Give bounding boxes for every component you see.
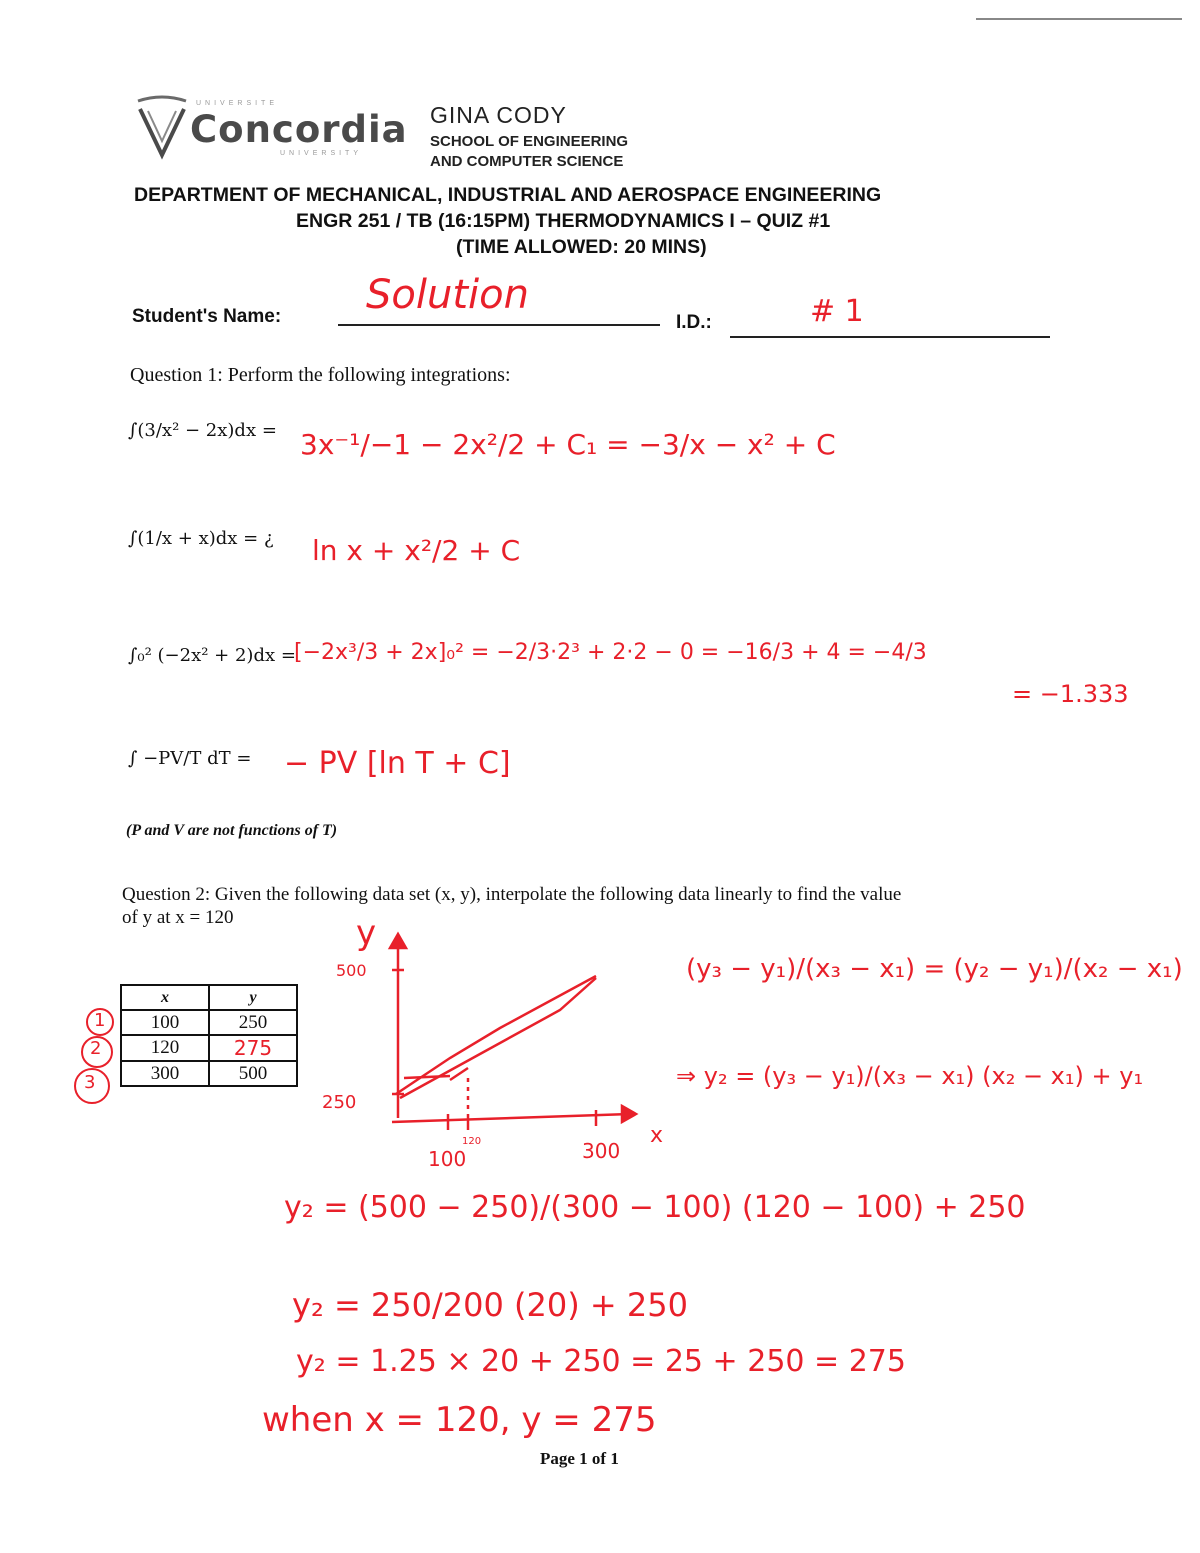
row-mark-1: 1 xyxy=(94,1010,106,1031)
school-subtitle-1: SCHOOL OF ENGINEERING xyxy=(430,133,629,150)
student-name-value: Solution xyxy=(366,272,529,318)
integral-1: ∫(3/x² − 2x)dx = xyxy=(128,420,277,441)
integral-3-decimal: = −1.333 xyxy=(1012,680,1129,708)
sketch-x-tick-120: 120 xyxy=(462,1136,482,1147)
formula-equal-slopes: (y₃ − y₁)/(x₃ − x₁) = (y₂ − y₁)/(x₂ − x₁) xyxy=(686,954,1183,984)
table-cell: 100 xyxy=(121,1010,209,1035)
question-2-prompt: Question 2: Given the following data set (x, y), interpolate the following data linearly to find the value xyxy=(122,884,902,905)
integral-1-answer: 3x⁻¹/−1 − 2x²/2 + C₁ = −3/x − x² + C xyxy=(300,428,836,461)
data-table xyxy=(120,984,298,1087)
logo-wordmark: Concordia xyxy=(190,108,408,151)
integral-4: ∫ −PV/T dT = xyxy=(128,748,252,769)
question-2-prompt-cont: of y at x = 120 xyxy=(122,907,234,928)
table-cell-handwritten: 275 xyxy=(209,1035,297,1061)
student-id-label: I.D.: xyxy=(676,312,712,333)
table-cell: 500 xyxy=(209,1061,297,1086)
table-cell: 120 xyxy=(121,1035,209,1061)
sketch-x-tick-300: 300 xyxy=(582,1139,621,1163)
table-header-x: x xyxy=(121,985,209,1010)
department-title: DEPARTMENT OF MECHANICAL, INDUSTRIAL AND AEROSPACE ENGINEERING xyxy=(134,184,882,206)
concordia-shield-icon xyxy=(134,95,190,161)
integral-4-answer: − PV [ln T + C] xyxy=(284,746,511,781)
integration-note: (P and V are not functions of T) xyxy=(126,822,338,839)
logo-small-text-bottom: UNIVERSITY xyxy=(280,150,363,157)
row-mark-3: 3 xyxy=(84,1072,96,1093)
school-subtitle-2: AND COMPUTER SCIENCE xyxy=(430,153,624,170)
sketch-y-tick-500: 500 xyxy=(336,961,367,980)
sketch-x-label: x xyxy=(650,1123,664,1148)
sketch-x-axis xyxy=(392,1114,630,1122)
table-header-row xyxy=(121,985,297,1010)
row-mark-2: 2 xyxy=(90,1038,102,1059)
student-id-line xyxy=(730,336,1050,338)
table-cell: 300 xyxy=(121,1061,209,1086)
table-row xyxy=(121,1035,297,1061)
top-scan-line xyxy=(976,18,1182,20)
table-header-y: y xyxy=(209,985,297,1010)
formula-solved: ⇒ y₂ = (y₃ − y₁)/(x₃ − x₁) (x₂ − x₁) + y₁ xyxy=(676,1062,1144,1090)
student-name-label: Student's Name: xyxy=(132,306,282,327)
page-number: Page 1 of 1 xyxy=(540,1449,619,1468)
sketch-x-tick-100: 100 xyxy=(428,1147,467,1171)
sketch-line-2 xyxy=(400,978,596,1098)
sketch-y-label: y xyxy=(356,918,377,953)
student-name-line xyxy=(338,324,660,326)
integral-2-answer: ln x + x²/2 + C xyxy=(312,534,521,567)
integral-3-answer: [−2x³/3 + 2x]₀² = −2/3·2³ + 2·2 − 0 = −16/3 + 4 = −4/3 xyxy=(294,640,927,665)
student-id-value: # 1 xyxy=(810,294,864,329)
question-1-prompt: Question 1: Perform the following integrations: xyxy=(130,364,511,386)
table-row xyxy=(121,1010,297,1035)
computation-step-2: y₂ = 250/200 (20) + 250 xyxy=(292,1286,688,1324)
sketch-line-3 xyxy=(404,1076,450,1078)
time-allowed: (TIME ALLOWED: 20 MINS) xyxy=(456,236,707,258)
school-name: GINA CODY xyxy=(430,102,567,128)
computation-step-3: y₂ = 1.25 × 20 + 250 = 25 + 250 = 275 xyxy=(296,1344,906,1379)
row-mark-circles xyxy=(70,1004,116,1116)
integral-2: ∫(1/x + x)dx = ¿ xyxy=(128,528,274,549)
logo-small-text-top: UNIVERSITE xyxy=(196,100,279,107)
course-title: ENGR 251 / TB (16:15PM) THERMODYNAMICS I – QUIZ #1 xyxy=(296,210,831,232)
sketch-y-tick-250: 250 xyxy=(322,1092,357,1113)
final-answer: when x = 120, y = 275 xyxy=(262,1400,657,1440)
table-row xyxy=(121,1061,297,1086)
interpolation-sketch xyxy=(300,918,680,1180)
sketch-x-arrow xyxy=(622,1106,636,1122)
table-cell: 250 xyxy=(209,1010,297,1035)
integral-3: ∫₀² (−2x² + 2)dx = xyxy=(128,645,296,666)
sketch-y-arrow xyxy=(390,934,406,948)
computation-step-1: y₂ = (500 − 250)/(300 − 100) (120 − 100) + 250 xyxy=(284,1190,1026,1225)
